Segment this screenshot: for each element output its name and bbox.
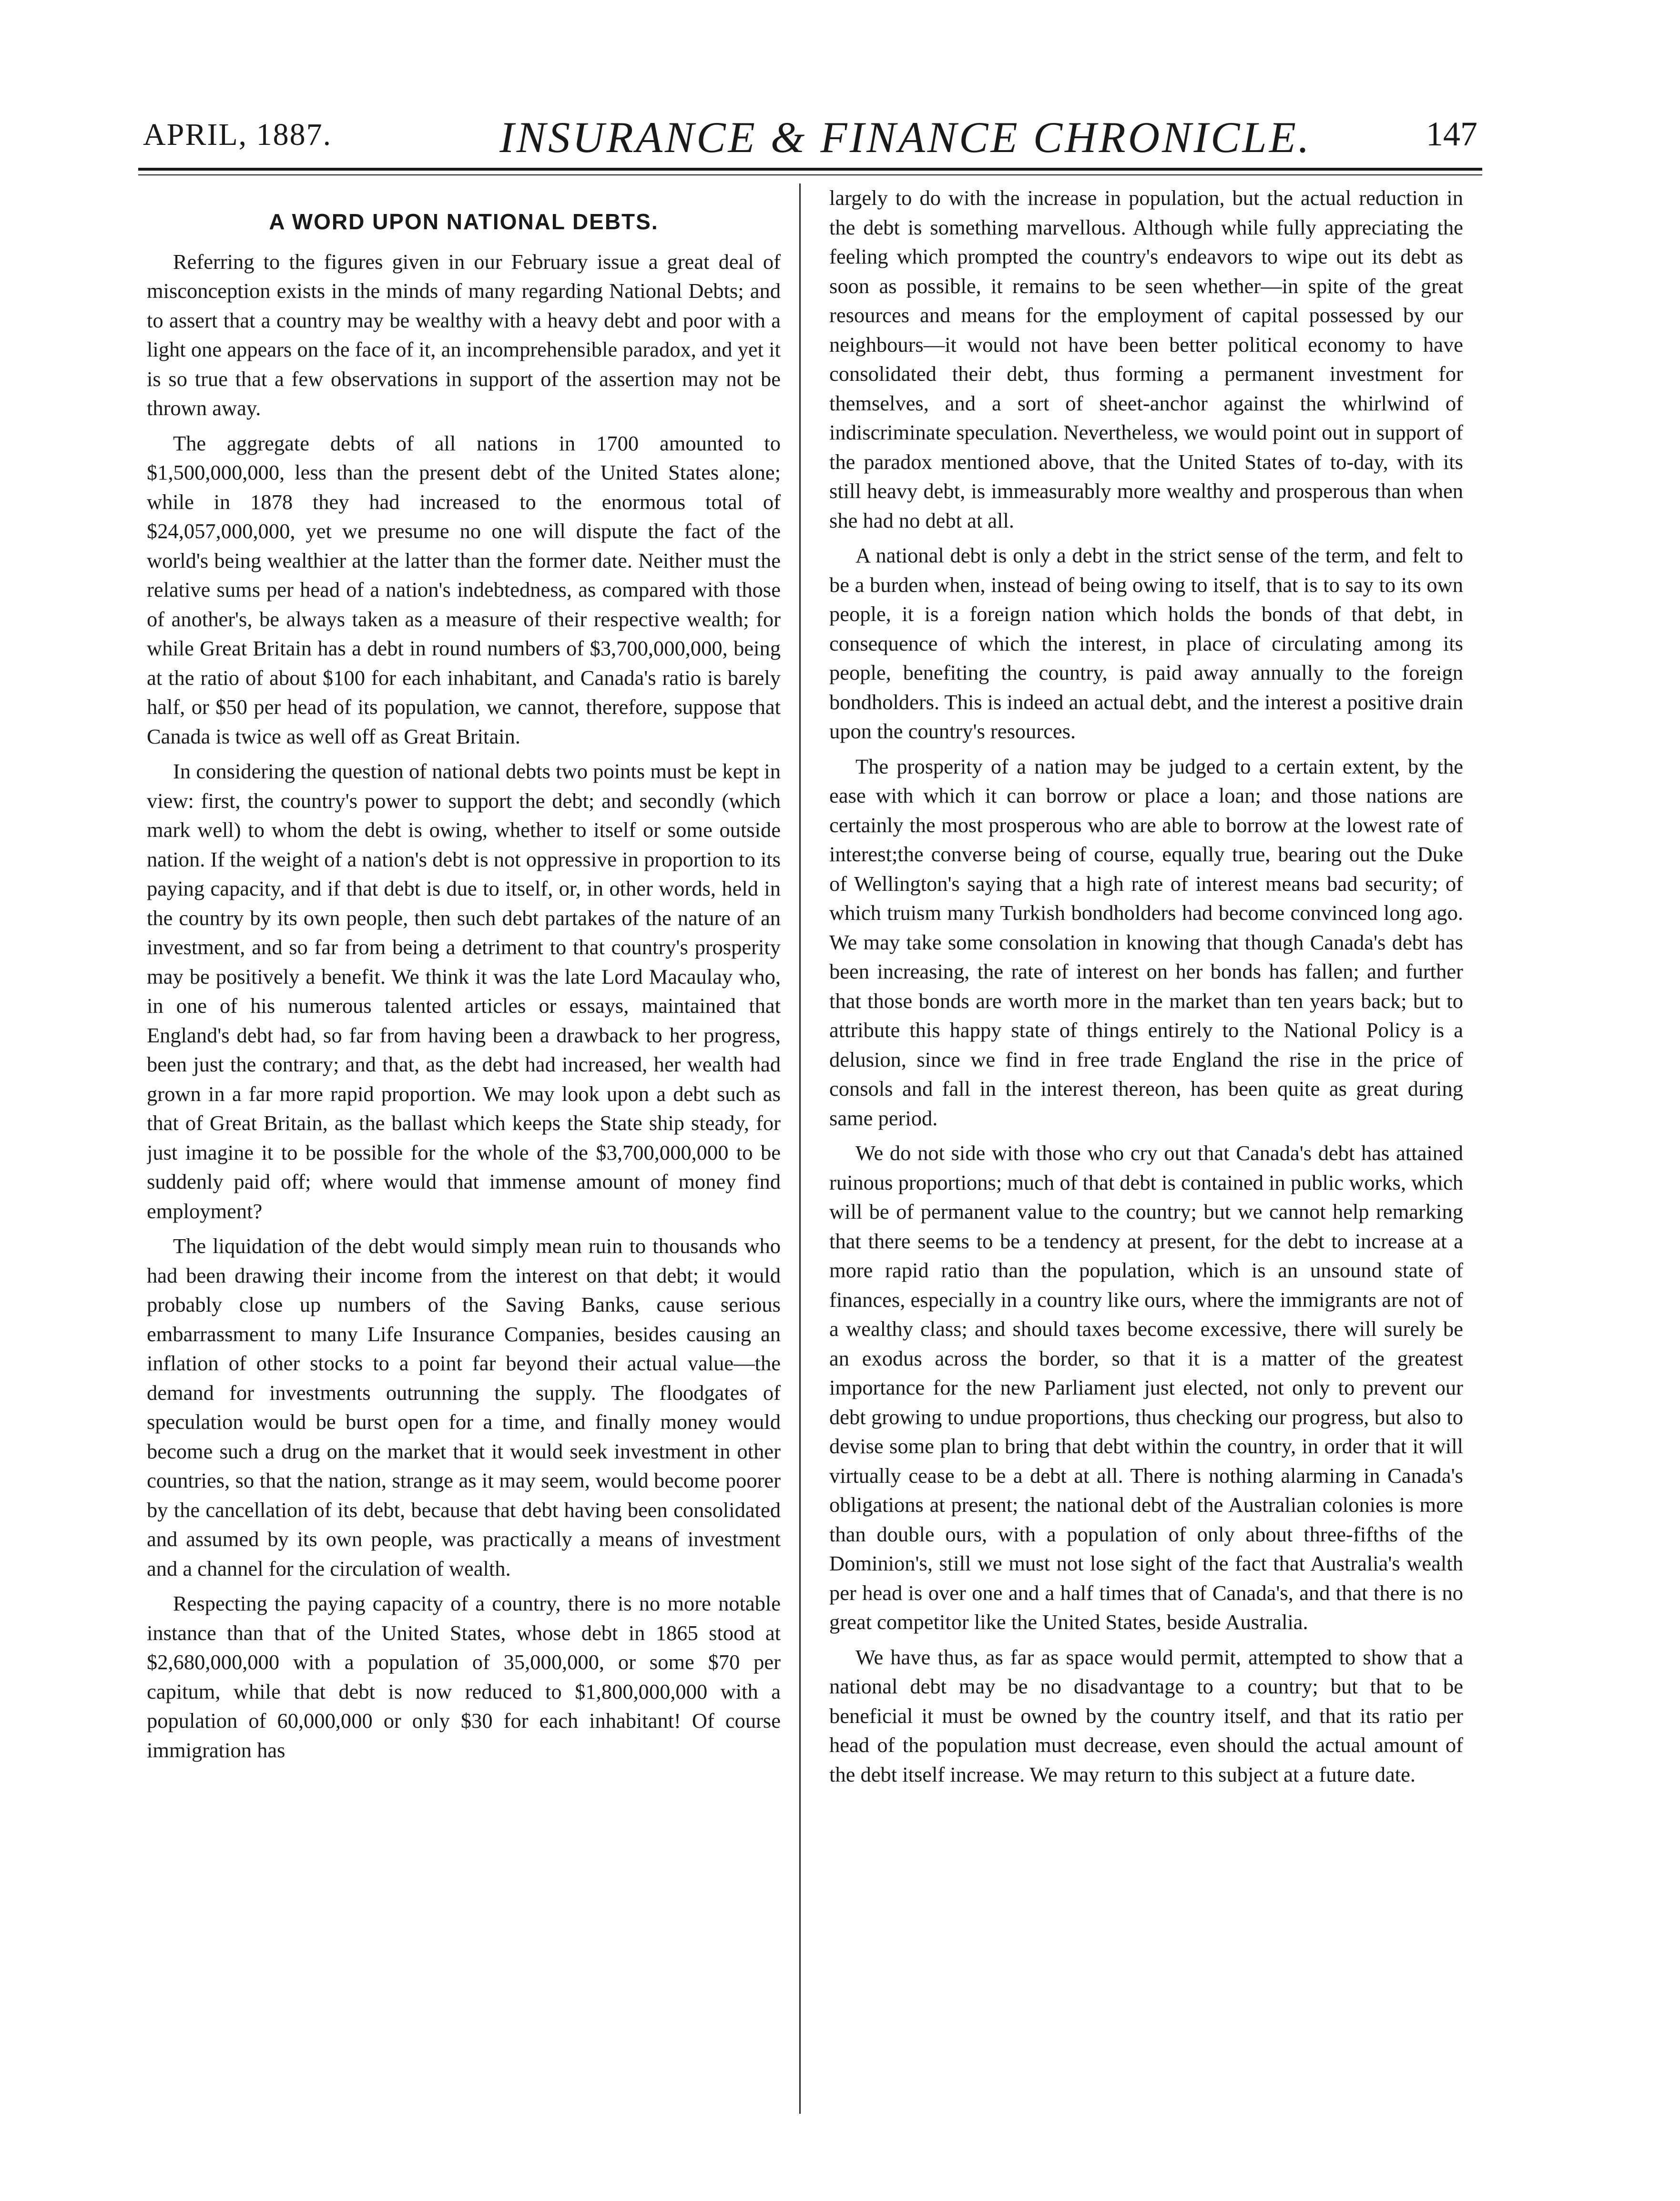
left-column [147, 183, 781, 2142]
column-divider [799, 183, 801, 2114]
article-paragraph: A national debt is only a debt in the strict sense of the term, and felt to be a burden when, instead of being owing to itself, that is to say to its own people, it is a foreign nation which holds the bonds of that debt, in consequence of which the interest, in place of circulating among its people, benefiting the country, is paid away annually to the foreign bondholders. This is indeed an actual debt, and the interest a positive drain upon the country's resources. [829, 543, 1463, 743]
publication-title: INSURANCE & FINANCE CHRONICLE. [499, 113, 1312, 162]
article-paragraph: Respecting the paying capacity of a country, there is no more notable instance than that of the United States, whose debt in 1865 stood at $2,680,000,000 with a population of 35,000,000, or some $70 per capitum, while that debt is now reduced to $1,800,000,000 with a population of 60,000,000 or only $30 for each inhabitant! Of course immigration has [147, 1591, 781, 1762]
right-column [829, 183, 1463, 2142]
issue-date: APRIL, 1887. [143, 117, 332, 152]
article-paragraph: The prosperity of a nation may be judged to a certain extent, by the ease with which it can borrow or place a loan; and those nations are certainly the most prosperous who are able to borrow at the lowest rate of interest;the converse being of course, equally true, bearing out the Duke of Wellington's saying that a high rate of interest means bad security; of which truism many Turkish bondholders had become convinced long ago. We may take some consolation in knowing that though Canada's debt has been increasing, the rate of interest on her bonds has fallen; and further that those bonds are worth more in the market than ten years back; but to attribute this happy state of things entirely to the National Policy is a delusion, since we find in free trade England the rise in the price of consols and fall in the interest thereon, has been quite as great during same period. [829, 754, 1463, 1130]
article-paragraph: The aggregate debts of all nations in 1700 amounted to $1,500,000,000, less than the present debt of the United States alone; while in 1878 they had increased to the enormous total of $24,057,000,000, yet we presume no one will dispute the fact of the world's being wealthier at the latter than the former date. Neither must the relative sums per head of a nation's indebtedness, as compared with those of another's, be always taken as a measure of their respective wealth; for while Great Britain has a debt in round numbers of $3,700,000,000, being at the ratio of about $100 for each inhabitant, and Canada's ratio is barely half, or $50 per head of its population, we cannot, therefore, suppose that Canada is twice as well off as Great Britain. [147, 431, 781, 748]
page-number: 147 [1426, 115, 1477, 153]
article-paragraph: In considering the question of national debts two points must be kept in view: first, the country's power to support the debt; and secondly (which mark well) to whom the debt is owing, whether to itself or some outside nation. If the weight of a nation's debt is not oppressive in proportion to its paying capacity, and if that debt is due to itself, or, in other words, held in the country by its own people, then such debt partakes of the nature of an investment, and so far from being a detriment to that country's prosperity may be positively a benefit. We think it was the late Lord Macaulay who, in one of his numerous talented articles or essays, maintained that England's debt had, so far from having been a drawback to her progress, been just the contrary; and that, as the debt had increased, her wealth had grown in a far more rapid proportion. We may look upon a debt such as that of Great Britain, as the ballast which keeps the State ship steady, for just imagine it to be possible for the whole of the $3,700,000,000 to be suddenly paid off; where would that immense amount of money find employment? [147, 759, 781, 1223]
masthead-rule [138, 168, 1482, 171]
article-paragraph: We have thus, as far as space would permit, attempted to show that a national debt may be no disadvantage to a country; but that to be beneficial it must be owned by the country itself, and that its ratio per head of the population must decrease, even should the actual amount of the debt itself increase. We may return to this subject at a future date. [829, 1645, 1463, 1786]
article-paragraph: The liquidation of the debt would simply mean ruin to thousands who had been drawing their income from the interest on that debt; it would probably close up numbers of the Saving Banks, cause serious embarrassment to many Life Insurance Companies, besides causing an inflation of other stocks to a point far beyond their actual value—the demand for investments outrunning the supply. The floodgates of speculation would be burst open for a time, and finally money would become such a drug on the market that it would seek investment in other countries, so that the nation, strange as it may seem, would become poorer by the cancellation of its debt, because that debt having been consolidated and assumed by its own people, was practically a means of investment and a channel for the circulation of wealth. [147, 1234, 781, 1580]
article-paragraph: Referring to the figures given in our February issue a great deal of misconception exists in the minds of many regarding National Debts; and to assert that a country may be wealthy with a heavy debt and poor with a light one appears on the face of it, an incomprehensible paradox, and yet it is so true that a few observations in support of the assertion may not be thrown away. [147, 249, 781, 420]
article-paragraph: largely to do with the increase in population, but the actual reduction in the debt is something marvellous. Although while fully appreciating the feeling which prompted the country's endeavors to wipe out its debt as soon as possible, it remains to be seen whether—in spite of the great resources and means for the employment of capital possessed by our neighbours—it would not have been better political economy to have consolidated their debt, thus forming a permanent investment for themselves, and a sort of sheet-anchor against the whirlwind of indiscriminate speculation. Nevertheless, we would point out in support of the paradox mentioned above, that the United States of to-day, with its still heavy debt, is immeasurably more wealthy and prosperous than when she had no debt at all. [829, 186, 1463, 532]
article-paragraph: We do not side with those who cry out that Canada's debt has attained ruinous proportions; much of that debt is contained in public works, which will be of permanent value to the country; but we cannot help remarking that there seems to be a tendency at present, for the debt to increase at a more rapid ratio than the population, which is an unsound state of finances, especially in a country like ours, where the immigrants are not of a wealthy class; and should taxes become excessive, there will surely be an exodus across the border, so that it is a matter of the greatest importance for the new Parliament just elected, not only to prevent our debt growing to undue proportions, thus checking our progress, but also to devise some plan to bring that debt within the country, in order that it will virtually cease to be a debt at all. There is nothing alarming in Canada's obligations at present; the national debt of the Australian colonies is more than double ours, with a population of only about three-fifths of the Dominion's, still we must not lose sight of the fact that Australia's wealth per head is over one and a half times that of Canada's, and that there is no great competitor like the United States, beside Australia. [829, 1141, 1463, 1634]
article-headline: A WORD UPON NATIONAL DEBTS. [269, 209, 659, 234]
masthead-rule-thin [138, 174, 1482, 175]
masthead [138, 107, 1482, 169]
